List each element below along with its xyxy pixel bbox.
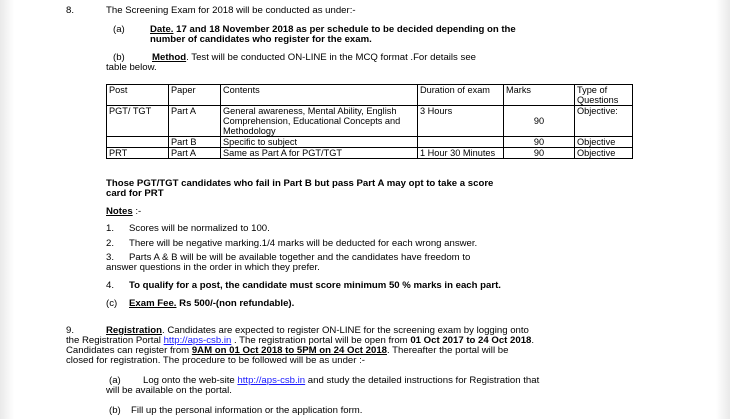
cell-paper: Part A xyxy=(169,106,221,137)
cell-duration xyxy=(418,137,504,148)
item-8-number: 8. xyxy=(66,5,75,16)
method-text-line1: . Test will be conducted ON-LINE in the MCQ format .For details see xyxy=(186,52,476,63)
cell-post xyxy=(107,137,169,148)
cell-post: PGT/ TGT xyxy=(107,106,169,137)
cell-duration: 3 Hours xyxy=(418,106,504,137)
registration-dates: 01 Oct 2017 to 24 Oct 2018 xyxy=(410,335,532,346)
note-3-text-line2: answer questions in the order in which they prefer. xyxy=(106,262,320,273)
cell-paper: Part A xyxy=(169,148,221,159)
notes-title-suffix: :- xyxy=(132,206,142,217)
registration-line2-pre: the Registration Portal xyxy=(66,335,164,346)
registration-line4: closed for registration. The procedure to be followed will be as under :- xyxy=(66,355,365,366)
cell-marks: 90 xyxy=(504,106,575,137)
score-card-line2: card for PRT xyxy=(106,188,164,199)
item-9b-text: Fill up the personal information or the application form. xyxy=(131,405,363,416)
table-row xyxy=(107,148,633,159)
item-9a-post: and study the detailed instructions for Registration that xyxy=(305,375,540,386)
fee-title: Exam Fee. xyxy=(129,298,177,309)
cell-type: Objective xyxy=(575,148,633,159)
registration-portal-link[interactable]: http://aps-csb.in xyxy=(163,335,232,346)
note-3-text: Parts A & B will be will be available together and the candidates have freedom to xyxy=(129,252,471,263)
note-4-text: To qualify for a post, the candidate must score minimum 50 % marks in each part. xyxy=(129,280,501,291)
cell-marks: 90 xyxy=(504,137,575,148)
item-8-intro: The Screening Exam for 2018 will be conducted as under:- xyxy=(106,5,356,16)
note-2-number: 2. xyxy=(106,238,115,249)
table-header-row xyxy=(107,85,633,106)
registration-heading: Registration xyxy=(106,325,162,336)
item-8a-label: (a) xyxy=(113,24,125,35)
page-right-shadow xyxy=(716,0,730,419)
note-4-number: 4. xyxy=(106,280,115,291)
notes-title: Notes xyxy=(106,206,133,217)
note-2-text: There will be negative marking.1/4 marks will be deducted for each wrong answer. xyxy=(129,238,478,249)
header-type: Type of Questions xyxy=(575,85,633,106)
cell-contents: Specific to subject xyxy=(221,137,418,148)
table-row xyxy=(107,137,633,148)
fee-label: (c) xyxy=(106,298,118,309)
note-1-text: Scores will be normalized to 100. xyxy=(129,223,270,234)
date-heading: Date. xyxy=(150,24,174,35)
fee-amount: Rs 500/-(non refundable). xyxy=(176,298,295,309)
header-duration: Duration of exam xyxy=(418,85,504,106)
item-9a-line2: will be available on the portal. xyxy=(106,385,232,396)
date-text-line2: number of candidates who register for the exam. xyxy=(150,34,372,45)
cell-duration: 1 Hour 30 Minutes xyxy=(418,148,504,159)
note-1-number: 1. xyxy=(106,223,115,234)
cell-contents: Same as Part A for PGT/TGT xyxy=(221,148,418,159)
cell-post: PRT xyxy=(107,148,169,159)
registration-line2-end: . xyxy=(531,335,535,346)
item-9b-label: (b) xyxy=(109,405,121,416)
item-8b-text xyxy=(152,52,476,63)
item-9a-pre: Log onto the web-site xyxy=(143,375,238,386)
registration-line2-mid: . The registration portal will be open from xyxy=(231,335,411,346)
header-post: Post xyxy=(107,85,169,106)
item-9a-label: (a) xyxy=(109,375,121,386)
cell-type: Objective: xyxy=(575,106,633,137)
item-8b-label: (b) xyxy=(113,52,125,63)
registration-line3-pre: Candidates can register from xyxy=(66,345,192,356)
method-heading: Method xyxy=(152,52,187,63)
registration-time-window: 9AM on 01 Oct 2018 to 5PM on 24 Oct 2018 xyxy=(191,345,387,356)
fee-line xyxy=(129,298,294,309)
header-marks: Marks xyxy=(504,85,575,106)
score-card-line1: Those PGT/TGT candidates who fail in Part B but pass Part A may opt to take a score xyxy=(106,178,494,189)
registration-line1-text: . Candidates are expected to register ON-LINE for the screening exam by logging onto xyxy=(161,325,529,336)
registration-line3-end: . Thereafter the portal will be xyxy=(387,345,509,356)
page-left-shadow xyxy=(0,0,14,419)
header-contents: Contents xyxy=(221,85,418,106)
exam-schedule-table xyxy=(106,84,633,159)
table-row xyxy=(107,106,633,137)
date-text-line1: 17 and 18 November 2018 as per schedule to be decided depending on the xyxy=(176,24,516,35)
notes-heading xyxy=(106,206,141,217)
item-9-number: 9. xyxy=(66,325,75,336)
website-link[interactable]: http://aps-csb.in xyxy=(237,375,306,386)
cell-contents: General awareness, Mental Ability, English Comprehension, Educational Concepts and Methodology xyxy=(221,106,418,137)
header-paper: Paper xyxy=(169,85,221,106)
method-text-line2: table below. xyxy=(106,62,157,73)
cell-type: Objective xyxy=(575,137,633,148)
note-3-number: 3. xyxy=(106,252,115,263)
cell-paper: Part B xyxy=(169,137,221,148)
cell-marks: 90 xyxy=(504,148,575,159)
